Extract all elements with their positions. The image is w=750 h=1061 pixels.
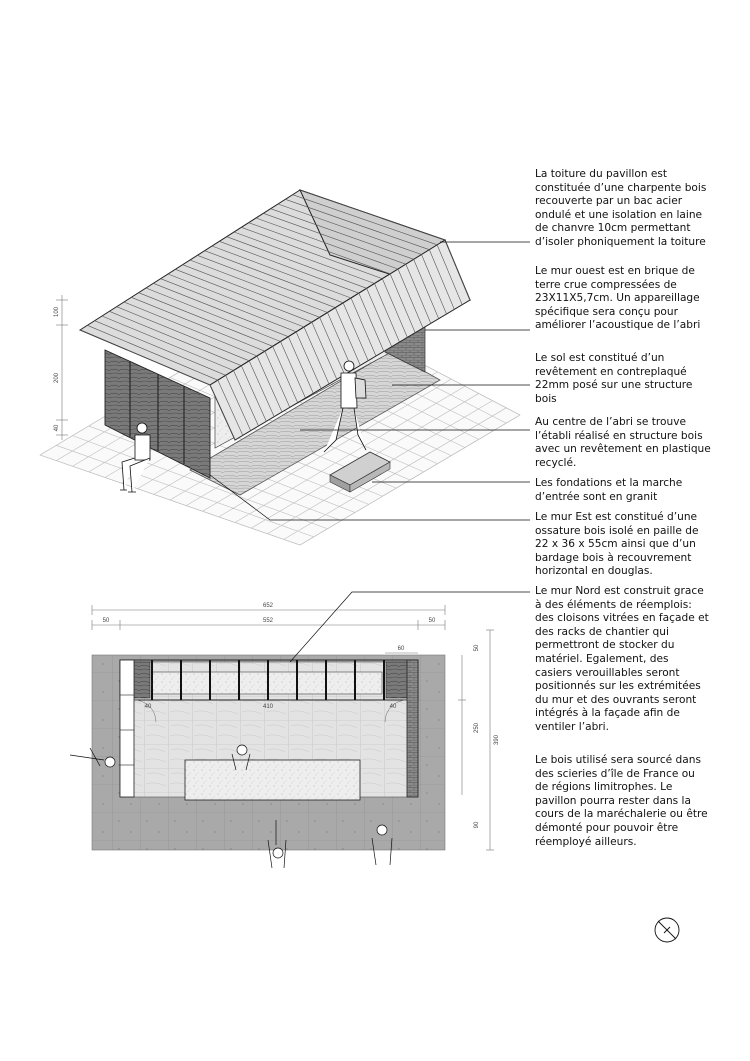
note-wood-source: Le bois utilisé sera sourcé dans des scieries d’île de France ou de régions limitrophes. Le pavillon pourra rester dans la cours de la maréchalerie ou être démonté pour pouvoir être réemployé ailleurs. xyxy=(535,754,708,848)
plan-dim-side-total: 390 xyxy=(494,734,500,746)
axo-dim-base: 40 xyxy=(54,424,60,432)
east-wall-plan xyxy=(120,660,134,797)
plan-dim-door-left: 40 xyxy=(144,704,152,710)
note-roof: La toiture du pavillon est constituée d’une charpente bois recouverte par un bac acier ondulé et une isolation en laine de chanvre 10cm permettant d’isoler phoniquement la toiture xyxy=(535,168,707,248)
note-west-wall: Le mur ouest est en brique de terre crue compressées de 23X11X5,7cm. Un appareillage spécifique sera conçu pour améliorer l’acoustique de l’abri xyxy=(535,265,701,332)
plan-view xyxy=(70,592,530,868)
workbench-plan xyxy=(185,760,360,800)
west-wall-plan xyxy=(407,660,418,797)
note-workbench: Au centre de l’abri se trouve l’établi réalisé en structure bois avec un revêtement en plastique recyclé. xyxy=(535,416,711,469)
north-arrow-icon xyxy=(655,918,679,942)
plan-dim-middle: 552 xyxy=(262,618,274,624)
plan-dim-door-right: 40 xyxy=(389,704,397,710)
plan-dim-side-top: 50 xyxy=(474,644,480,652)
plan-dim-side-bottom: 90 xyxy=(474,821,480,829)
plan-dim-right: 50 xyxy=(428,618,436,624)
plan-dim-left: 50 xyxy=(102,618,110,624)
axo-dim-roof: 100 xyxy=(54,306,60,318)
axonometric-view xyxy=(40,190,530,545)
plan-dim-side-middle: 250 xyxy=(474,722,480,734)
plan-dim-overall: 652 xyxy=(262,603,274,609)
plan-dim-locker-width: 60 xyxy=(397,646,405,652)
note-floor: Le sol est constitué d’un revêtement en contreplaqué 22mm posé sur une structure bois xyxy=(535,352,693,405)
note-north-wall: Le mur Nord est construit grace à des éléments de réemplois: des cloisons vitrées en façade et des racks de chantier qui permettront de stocker du matériel. Egalement, des casiers verouillables seront positionnés sur les extrémitées du mur et des ouvrants seront intégrés à la façade afin de ventiler l’abri. xyxy=(535,585,709,733)
plan-leader-line xyxy=(290,592,530,662)
axo-dim-wall: 200 xyxy=(54,372,60,384)
plan-dim-glazing: 410 xyxy=(262,704,274,710)
note-east-wall: Le mur Est est constitué d’une ossature bois isolé en paille de 22 x 36 x 55cm ainsi que d’un bardage bois à recouvrement horizontal en douglas. xyxy=(535,511,699,578)
note-foundations: Les fondations et la marche d’entrée sont en granit xyxy=(535,477,683,503)
